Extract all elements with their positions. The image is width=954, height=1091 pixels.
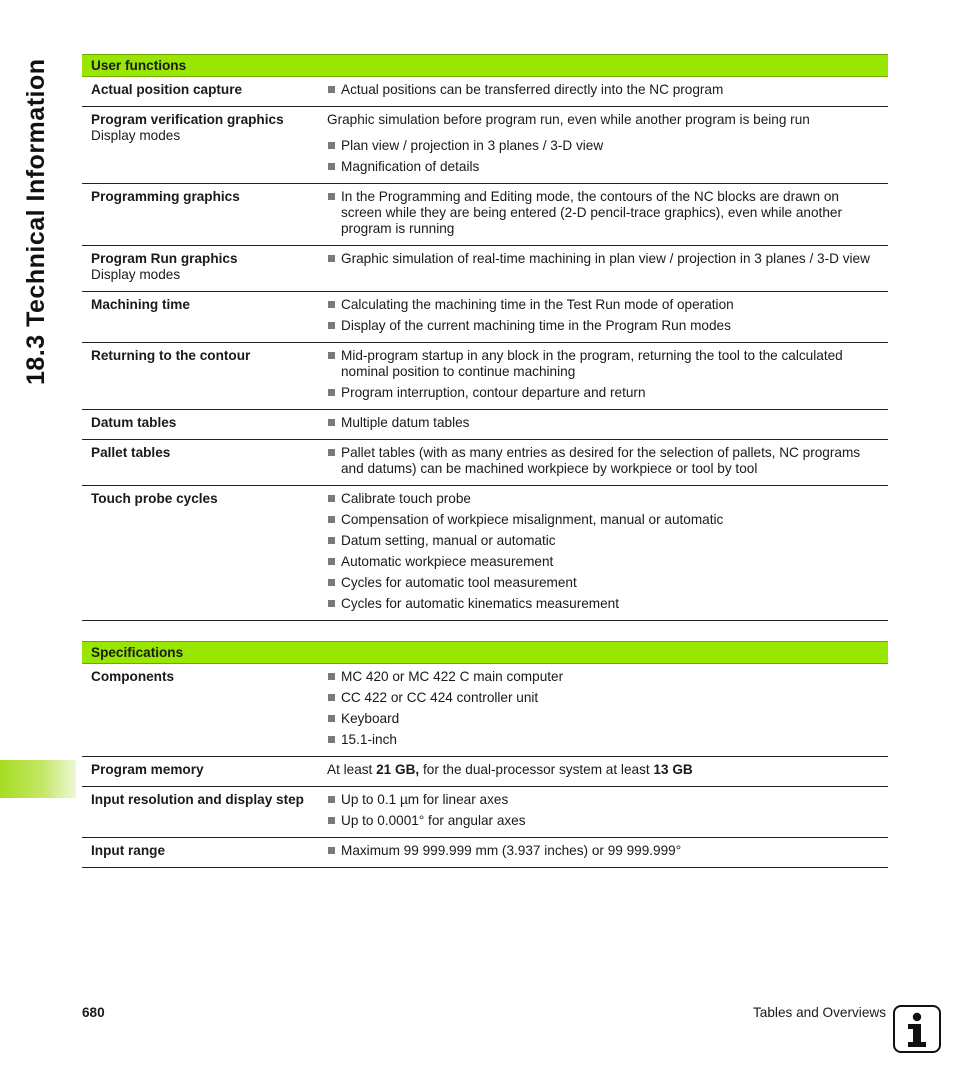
info-icon — [893, 1005, 941, 1053]
list-item: In the Programming and Editing mode, the contours of the NC blocks are drawn on screen while they are being entered (2-D pencil-trace graphics), even while another program is running — [327, 189, 878, 237]
bullet-square-icon — [328, 389, 335, 396]
bullet-square-icon — [328, 419, 335, 426]
list-item: Magnification of details — [327, 159, 878, 175]
row-sublabel: Display modes — [91, 128, 181, 143]
list-item: Calculating the machining time in the Test Run mode of operation — [327, 297, 878, 313]
row-label: Programming graphics — [91, 189, 240, 204]
list-item: Maximum 99 999.999 mm (3.937 inches) or 99 999.999° — [327, 843, 878, 859]
table-row — [82, 343, 888, 410]
bullet-square-icon — [328, 516, 335, 523]
table-row — [82, 77, 888, 107]
bullet-square-icon — [328, 558, 335, 565]
row-label: Touch probe cycles — [91, 491, 218, 506]
row-label: Program Run graphics — [91, 251, 238, 266]
list-item: Multiple datum tables — [327, 415, 878, 431]
bullet-square-icon — [328, 142, 335, 149]
info-glyph — [895, 1007, 939, 1051]
list-item: Pallet tables (with as many entries as desired for the selection of pallets, NC programs and datums) can be machined workpiece by workpiece or tool by tool — [327, 445, 878, 477]
chapter-tab-marker — [0, 760, 76, 798]
row-label: Program memory — [91, 762, 204, 777]
table-row — [82, 410, 888, 440]
list-item: Automatic workpiece measurement — [327, 554, 878, 570]
row-label: Components — [91, 669, 175, 684]
bullet-square-icon — [328, 301, 335, 308]
side-chapter-title — [14, 50, 74, 390]
spec-row-input-resolution — [82, 787, 888, 838]
list-item: Up to 0.0001° for angular axes — [327, 813, 878, 829]
row-description: Graphic simulation before program run, even while another program is being run — [327, 112, 810, 127]
table-row — [82, 486, 888, 621]
list-item: Datum setting, manual or automatic — [327, 533, 878, 549]
list-item: Display of the current machining time in the Program Run modes — [327, 318, 878, 334]
list-item: Plan view / projection in 3 planes / 3-D view — [327, 138, 878, 154]
user-functions-header: User functions — [82, 55, 888, 77]
row-label: Actual position capture — [91, 82, 243, 97]
row-label: Input resolution and display step — [91, 792, 304, 807]
bullet-square-icon — [328, 817, 335, 824]
list-item: Mid-program startup in any block in the program, returning the tool to the calculated nominal position to continue machining — [327, 348, 878, 380]
page-number: 680 — [82, 1005, 105, 1020]
footer-section-title: Tables and Overviews — [753, 1005, 886, 1020]
table-row — [82, 440, 888, 486]
row-sublabel: Display modes — [91, 267, 181, 282]
list-item: Keyboard — [327, 711, 878, 727]
table-row — [82, 184, 888, 246]
bullet-square-icon — [328, 579, 335, 586]
bullet-square-icon — [328, 736, 335, 743]
list-item: Cycles for automatic kinematics measurement — [327, 596, 878, 612]
bullet-square-icon — [328, 352, 335, 359]
list-item: MC 420 or MC 422 C main computer — [327, 669, 878, 685]
list-item: Cycles for automatic tool measurement — [327, 575, 878, 591]
table-row — [82, 107, 888, 184]
list-item: Compensation of workpiece misalignment, manual or automatic — [327, 512, 878, 528]
table-row — [82, 246, 888, 292]
bullet-square-icon — [328, 600, 335, 607]
user-functions-body — [82, 77, 888, 621]
list-item: Calibrate touch probe — [327, 491, 878, 507]
table-row — [82, 292, 888, 343]
bullet-square-icon — [328, 715, 335, 722]
list-item: CC 422 or CC 424 controller unit — [327, 690, 878, 706]
spec-row-program-memory — [82, 757, 888, 787]
row-label: Program verification graphics — [91, 112, 284, 127]
list-item: Actual positions can be transferred directly into the NC program — [327, 82, 878, 98]
program-memory-value: At least 21 GB, for the dual-processor system at least 13 GB — [327, 757, 888, 787]
bullet-square-icon — [328, 495, 335, 502]
list-item: Graphic simulation of real-time machining in plan view / projection in 3 planes / 3-D view — [327, 251, 878, 267]
row-label: Returning to the contour — [91, 348, 251, 363]
bullet-square-icon — [328, 537, 335, 544]
bullet-square-icon — [328, 193, 335, 200]
bullet-square-icon — [328, 847, 335, 854]
row-label: Datum tables — [91, 415, 177, 430]
bullet-square-icon — [328, 86, 335, 93]
row-label: Pallet tables — [91, 445, 171, 460]
list-item: 15.1-inch — [327, 732, 878, 748]
bullet-square-icon — [328, 694, 335, 701]
specifications-table — [82, 641, 888, 868]
row-label: Machining time — [91, 297, 190, 312]
bullet-square-icon — [328, 322, 335, 329]
side-chapter-title-text: 18.3 Technical Information — [22, 58, 50, 385]
specifications-header: Specifications — [82, 642, 888, 664]
list-item: Program interruption, contour departure and return — [327, 385, 878, 401]
spec-row-input-range — [82, 838, 888, 868]
bullet-square-icon — [328, 255, 335, 262]
user-functions-table — [82, 54, 888, 621]
bullet-square-icon — [328, 673, 335, 680]
bullet-square-icon — [328, 449, 335, 456]
spec-row-components — [82, 664, 888, 757]
row-label: Input range — [91, 843, 166, 858]
bullet-square-icon — [328, 163, 335, 170]
list-item: Up to 0.1 µm for linear axes — [327, 792, 878, 808]
bullet-square-icon — [328, 796, 335, 803]
